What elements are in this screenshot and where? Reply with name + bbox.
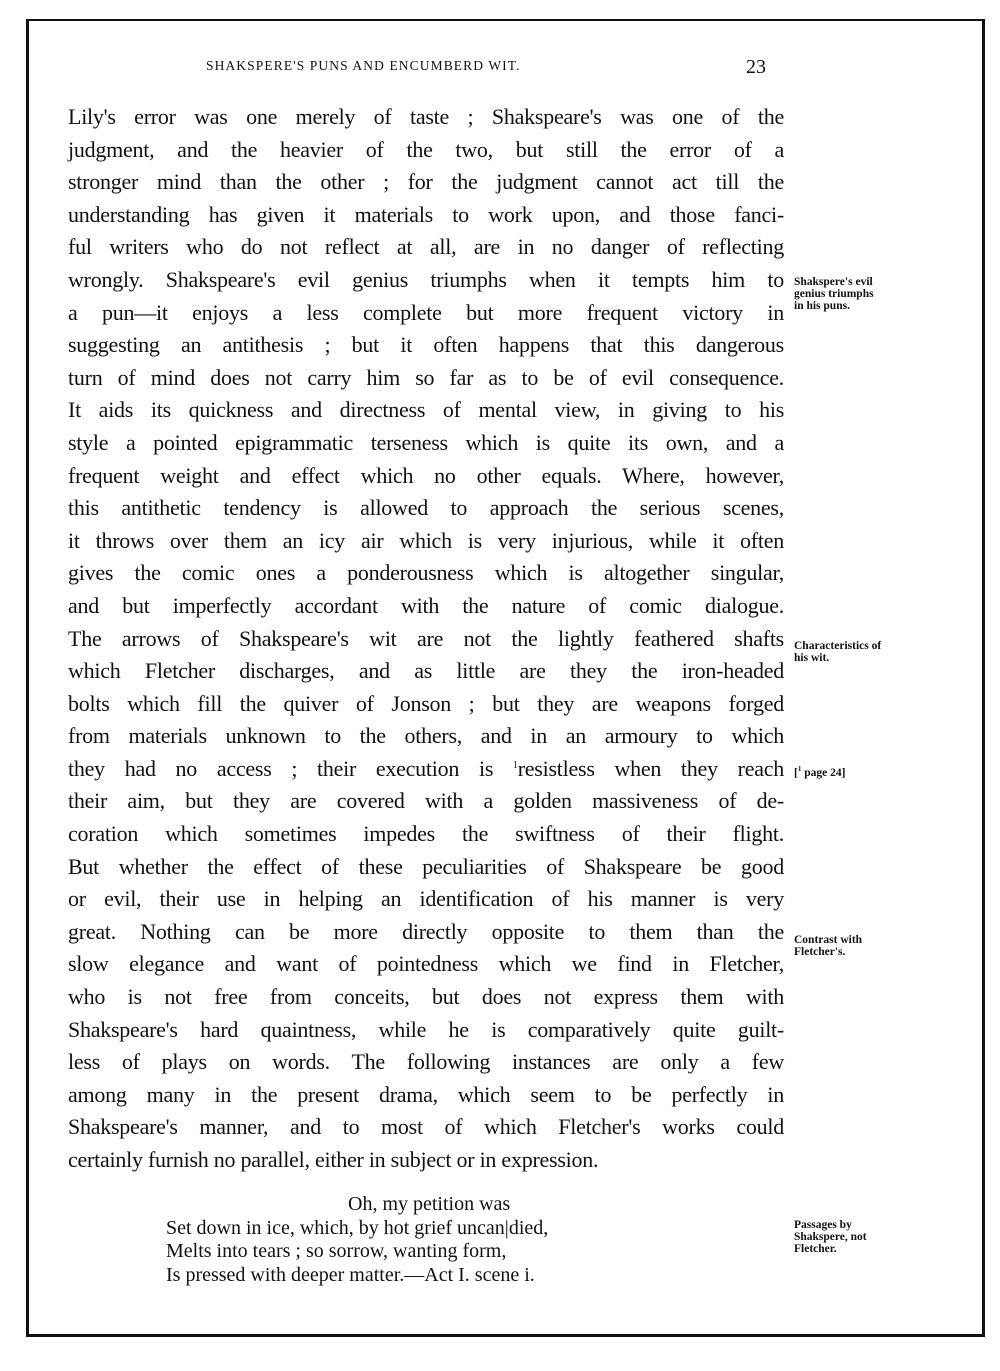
sidenote-line: his wit. [794,652,830,664]
verse-line: Melts into tears ; so sorrow, wanting form, [166,1240,507,1262]
text-line: from materials unknown to the others, and in an armoury to which [68,723,784,749]
text-line: Shakspeare's hard quaintness, while he is comparatively quite guilt- [68,1016,784,1042]
text-line: bolts which fill the quiver of Jonson ; but they are weapons forged [68,690,784,716]
text-segment: they had no access ; their execution is [68,755,513,781]
sidenote-contrast [794,934,862,958]
sidenote-evil-genius [794,276,874,312]
text-line: who is not free from conceits, but does not express them with [68,984,784,1010]
text-line: It aids its quickness and directness of mental view, in giving to his [68,397,784,423]
text-line: But whether the effect of these peculiarities of Shakspeare be good [68,853,784,879]
verse-line: Oh, my petition was [348,1193,511,1215]
text-line: less of plays on words. The following instances are only a few [68,1049,784,1075]
text-line: this antithetic tendency is allowed to approach the serious scenes, [68,495,784,521]
text-line: Shakspeare's manner, and to most of which Fletcher's works could [68,1114,784,1140]
text-line: stronger mind than the other ; for the judgment cannot act till the [68,169,784,195]
text-line: and but imperfectly accordant with the nature of comic dialogue. [68,592,784,618]
page-number: 23 [746,56,766,78]
text-line: The arrows of Shakspeare's wit are not the lightly feathered shafts [68,625,784,651]
body-paragraph [68,101,784,1177]
running-title: SHAKSPERE'S PUNS AND ENCUMBERD WIT. [206,58,521,73]
text-line: certainly furnish no parallel, either in subject or in expression. [68,1147,599,1172]
text-line: style a pointed epigrammatic terseness which is quite its own, and a [68,429,784,455]
verse-line: Set down in ice, which, by hot grief uncan|died, [166,1216,549,1239]
text-line: it throws over them an icy air which is very injurious, while it often [68,527,784,553]
text-line: slow elegance and want of pointedness which we find in Fletcher, [68,951,784,977]
text-line: frequent weight and effect which no other equals. Where, however, [68,462,784,488]
text-line: wrongly. Shakspeare's evil genius triumphs when it tempts him to [68,266,784,292]
text-line: among many in the present drama, which seem to be perfectly in [68,1081,784,1107]
text-line: great. Nothing can be more directly opposite to them than the [68,918,784,944]
sidenote-line: genius triumphs [794,288,874,300]
sidenote-line: Passages by [794,1219,852,1231]
sidenote-characteristics [794,640,881,664]
text-line: suggesting an antithesis ; but it often happens that this dangerous [68,332,784,358]
sidenote-passages [794,1219,867,1255]
sidenote-line: Fletcher's. [794,946,846,958]
sidenote-line: Characteristics of [794,640,882,652]
footnote-mark: 1 [797,765,802,773]
sidenote-line: Fletcher. [794,1243,837,1255]
bracket: [ [794,767,798,779]
text-line: which Fletcher discharges, and as little are they the iron-headed [68,658,784,684]
text-line: a pun—it enjoys a less complete but more frequent victory in [68,299,784,325]
text-line: their aim, but they are covered with a golden massiveness of de- [68,788,784,814]
verse-quotation [166,1193,686,1287]
text-line: turn of mind does not carry him so far as to be of evil consequence. [68,364,784,390]
text-line: understanding has given it materials to work upon, and those fanci- [68,201,784,227]
text-line: judgment, and the heavier of the two, but still the error of a [68,136,784,162]
text-line: coration which sometimes impedes the swiftness of their flight. [68,821,784,847]
text-line: or evil, their use in helping an identification of his manner is very [68,886,784,912]
text-segment: resistless when they reach [517,755,784,781]
sidenote-line: Shakspere, not [794,1231,867,1243]
footnote-mark: 1 [512,759,518,771]
text-line: Lily's error was one merely of taste ; Shakspeare's was one of the [68,104,784,129]
text-line: ful writers who do not reflect at all, are in no danger of reflecting [68,234,784,260]
verse-line: Is pressed with deeper matter.—Act I. scene i. [166,1263,535,1286]
sidenote-page-ref [794,767,845,779]
text-line-with-footnote [68,753,784,786]
running-head [0,56,1000,80]
page-ref-text: page 24] [801,767,846,779]
sidenote-line: Shakspere's evil [794,276,873,288]
sidenote-line: Contrast with [794,934,863,946]
text-line: gives the comic ones a ponderousness which is altogether singular, [68,560,784,586]
sidenote-line: in his puns. [794,300,850,312]
